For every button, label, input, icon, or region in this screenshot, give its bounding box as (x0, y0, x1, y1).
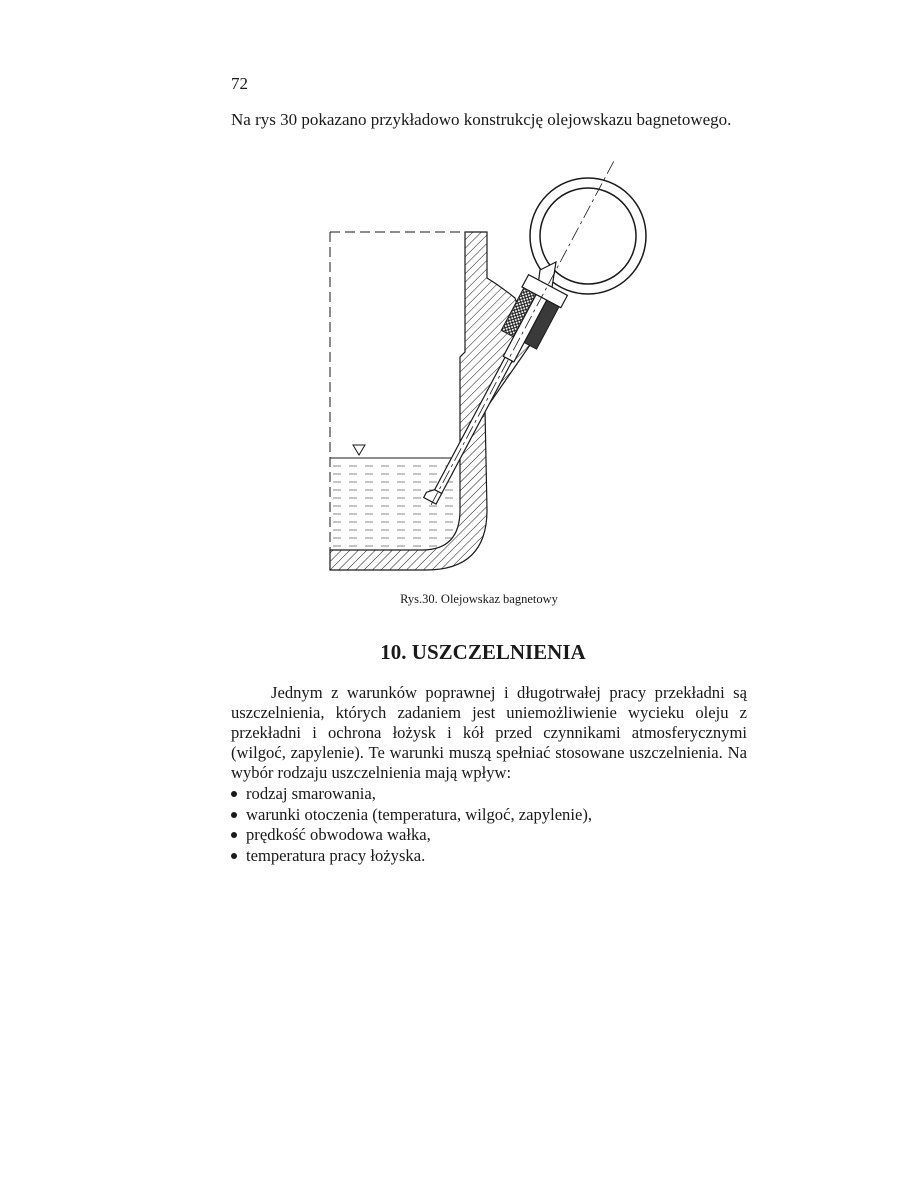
dipstick-axis (431, 161, 614, 505)
oil-level-triangle (353, 445, 365, 455)
dipstick-figure (300, 150, 660, 580)
bullet-icon (231, 853, 237, 859)
section-paragraph: Jednym z warunków poprawnej i długotrwałej pracy przekładni są uszczelnienia, których zadaniem jest uniemożliwienie wycieku oleju z przekładni i ochrona łożysk i kół przed czynnikami atmosferycznymi (wilgoć, zapylenie). Te warunki muszą spełniać stosowane uszczelnienia. Na wybór rodzaju uszczelnienia mają wpływ: (231, 683, 747, 782)
list-item (231, 784, 747, 805)
list-item-text: prędkość obwodowa wałka, (246, 825, 431, 844)
figure-caption: Rys.30. Olejowskaz bagnetowy (400, 592, 558, 606)
bullet-icon (231, 791, 237, 797)
list-item-text: rodzaj smarowania, (246, 784, 376, 803)
list-item (231, 825, 747, 846)
bullet-icon (231, 832, 237, 838)
dipstick-drawing (300, 150, 660, 580)
list-item-text: temperatura pracy łożyska. (246, 845, 426, 865)
list-item (231, 805, 747, 826)
section-title: 10. USZCZELNIENIA (380, 640, 586, 664)
page-number: 72 (231, 74, 248, 93)
list-item (231, 846, 747, 867)
oil-body (330, 458, 460, 550)
intro-sentence: Na rys 30 pokazano przykładowo konstrukcję olejowskazu bagnetowego. (231, 110, 732, 129)
bullet-icon (231, 812, 237, 818)
factor-list (231, 784, 747, 866)
list-item-text: warunki otoczenia (temperatura, wilgoć, zapylenie), (246, 804, 593, 824)
